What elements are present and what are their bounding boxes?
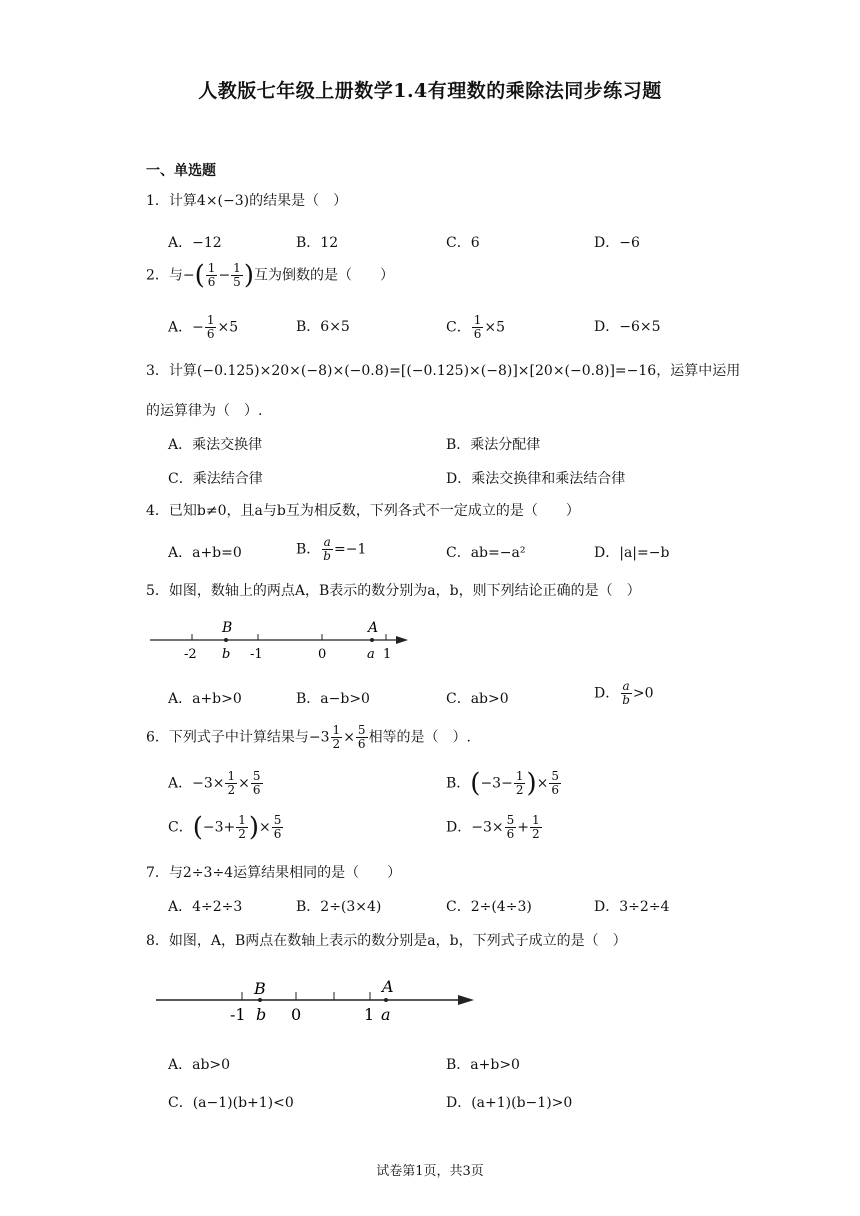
q3-option-b: B．乘法分配律 bbox=[446, 437, 541, 453]
q4-option-c: C．ab=−a² bbox=[446, 545, 526, 561]
q4-option-b: B． $\frac{a}{b}$ =−1 bbox=[296, 535, 367, 563]
question-7-stem: 7．与2÷3÷4运算结果相同的是（ ） bbox=[146, 865, 402, 881]
q5-label-A: A bbox=[368, 620, 379, 636]
q8-option-a: A．ab>0 bbox=[168, 1057, 231, 1073]
question-5-stem: 5．如图，数轴上的两点A，B表示的数分别为a，b，则下列结论正确的是（ ） bbox=[146, 583, 641, 599]
q5-point-a bbox=[370, 638, 374, 642]
q6-option-c: C．(−3+ $\frac{1}{2}$ )× $\frac{5}{6}$ bbox=[168, 812, 282, 843]
q8-number-line bbox=[150, 976, 480, 1026]
q5-tick-label-1: 1 bbox=[383, 647, 392, 662]
q5-number-line bbox=[146, 616, 416, 662]
q5-option-b: B．a−b>0 bbox=[296, 691, 370, 707]
q8-option-c: C．(a−1)(b+1)<0 bbox=[168, 1095, 294, 1111]
q7-option-d: D．3÷2÷4 bbox=[594, 899, 670, 915]
q2-fraction-2: $\frac{1}{5}$ bbox=[233, 261, 241, 289]
q6-option-b: B．(−3− $\frac{1}{2}$ )× $\frac{5}{6}$ bbox=[446, 768, 559, 799]
q2-stem-suffix: 互为倒数的是（ ） bbox=[253, 267, 394, 284]
q8-tick-label-neg1: -1 bbox=[230, 1005, 246, 1024]
q8-axis-arrow bbox=[458, 995, 474, 1005]
question-1-stem: 1．计算4×(−3)的结果是（ ） bbox=[146, 193, 348, 209]
q8-point-b bbox=[258, 998, 262, 1002]
q1-option-c: C．6 bbox=[446, 235, 480, 251]
q8-tick-label-0: 0 bbox=[291, 1005, 302, 1024]
q5-tick-label-0: 0 bbox=[318, 647, 327, 662]
q5-tick-label-b: b bbox=[222, 647, 231, 662]
question-2-stem: 2．与−( $\frac{1}{6}$ − $\frac{1}{5}$ )互为倒数的是（ ） bbox=[146, 260, 394, 291]
q8-tick-label-1: 1 bbox=[364, 1005, 375, 1024]
q4-option-a: A．a+b=0 bbox=[168, 545, 242, 561]
q3-option-c: C．乘法结合律 bbox=[168, 471, 263, 487]
q5-point-b bbox=[224, 638, 228, 642]
q6-option-a: A．−3× $\frac{1}{2}$ × $\frac{5}{6}$ bbox=[168, 769, 261, 797]
q2-fraction-1: $\frac{1}{6}$ bbox=[207, 261, 216, 289]
q8-option-b: B．a+b>0 bbox=[446, 1057, 520, 1073]
q5-axis-arrow bbox=[396, 636, 408, 644]
q2-option-b: B．6×5 bbox=[296, 319, 350, 335]
q2-option-c: C． $\frac{1}{6}$ ×5 bbox=[446, 313, 505, 341]
q5-tick-label-a: a bbox=[367, 647, 375, 662]
q8-label-A: A bbox=[382, 977, 394, 996]
q8-point-a bbox=[384, 998, 388, 1002]
q5-label-B: B bbox=[222, 620, 233, 636]
question-3-line1: 3．计算(−0.125)×20×(−8)×(−0.8)=[(−0.125)×(−8)]×[20×(−0.8)]=−16，运算中运用 bbox=[146, 363, 741, 379]
q1-option-a: A．−12 bbox=[168, 235, 222, 251]
q8-option-d: D．(a+1)(b−1)>0 bbox=[446, 1095, 573, 1111]
q5-option-a: A．a+b>0 bbox=[168, 691, 242, 707]
q2-stem-prefix: 2．与− bbox=[146, 267, 195, 284]
question-3-line2: 的运算律为（ ）. bbox=[146, 403, 263, 419]
q5-tick-label-neg1: -1 bbox=[250, 647, 263, 662]
q3-option-a: A．乘法交换律 bbox=[168, 437, 263, 453]
q7-option-b: B．2÷(3×4) bbox=[296, 899, 382, 915]
q5-tick-label-neg2: -2 bbox=[184, 647, 197, 662]
q6-option-d: D．−3× $\frac{5}{6}$ + $\frac{1}{2}$ bbox=[446, 813, 540, 841]
page-footer: 试卷第1页，共3页 bbox=[376, 1164, 484, 1179]
q5-option-d: D． $\frac{a}{b}$ >0 bbox=[594, 679, 654, 707]
q8-tick-label-a: a bbox=[381, 1005, 391, 1024]
section-heading: 一、单选题 bbox=[146, 163, 216, 179]
question-4-stem: 4．已知b≠0，且a与b互为相反数，下列各式不一定成立的是（ ） bbox=[146, 503, 580, 519]
q1-option-d: D．−6 bbox=[594, 235, 640, 251]
question-8-stem: 8．如图，A，B两点在数轴上表示的数分别是a，b，下列式子成立的是（ ） bbox=[146, 933, 627, 949]
q5-option-c: C．ab>0 bbox=[446, 691, 509, 707]
q2-option-a: A．− $\frac{1}{6}$ ×5 bbox=[168, 313, 239, 341]
q1-option-b: B．12 bbox=[296, 235, 339, 251]
question-6-stem: 6．下列式子中计算结果与−3 $\frac{1}{2}$ × $\frac{5}{6}$ 相等的是（ ）. bbox=[146, 723, 472, 751]
q7-option-c: C．2÷(4÷3) bbox=[446, 899, 532, 915]
q8-tick-label-b: b bbox=[256, 1005, 267, 1024]
q2-option-d: D．−6×5 bbox=[594, 319, 661, 335]
q8-label-B: B bbox=[254, 979, 266, 998]
q4-option-d: D．|a|=−b bbox=[594, 545, 670, 561]
q7-option-a: A．4÷2÷3 bbox=[168, 899, 243, 915]
page-title: 人教版七年级上册数学1.4有理数的乘除法同步练习题 bbox=[198, 80, 662, 102]
q3-option-d: D．乘法交换律和乘法结合律 bbox=[446, 471, 626, 487]
